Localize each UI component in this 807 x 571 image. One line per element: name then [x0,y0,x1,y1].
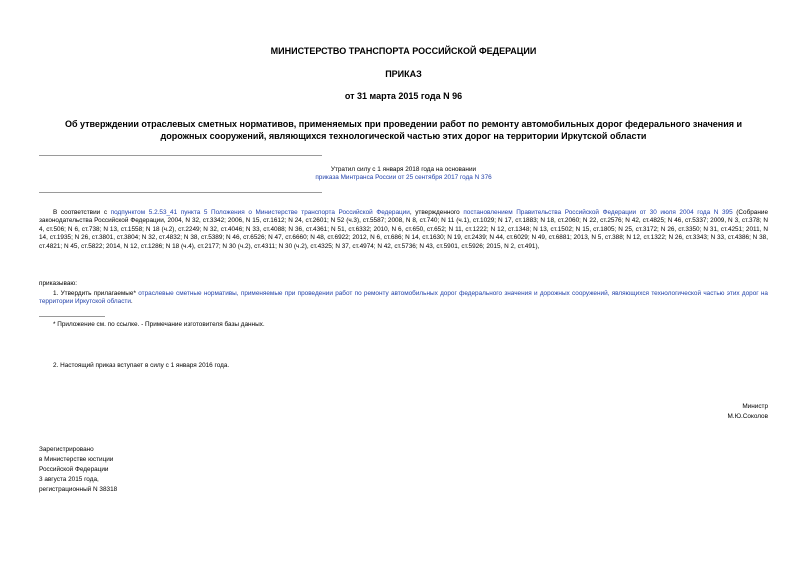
item-1-link[interactable]: отраслевые сметные нормативы, применяемые при проведении работ по ремонту автомобильных дорог федерального значения и дорожных сооружений, являющихся технологической частью этих дорог на территории Иркутской области [39,290,768,306]
ministry-heading: МИНИСТЕРСТВО ТРАНСПОРТА РОССИЙСКОЙ ФЕДЕРАЦИИ [270,46,537,56]
footnote: * Приложение см. по ссылке. - Примечание изготовителя базы данных. [53,321,265,328]
preamble-text-3: (Собрание законодательства Российской Федерации, 2004, N 32, ст.3342; 2006, N 15, ст.1612; N 24, ст.2601; N 52 (ч.3), ст.5587; 2008, N 8, ст.740; N 11 (ч.1), ст.1029; N 17, ст.1883; N 18, ст.2060; N 22, ст.2576; N 42, ст.4825; N 46, ст.5337; 2009, N 3, ст.378; N 4, ст.506; N 6, ст.738; N 13, ст.1558; N 18 (ч.2), ст.2249; N 32, ст.4046; N 33, ст.4088; N 36, ст.4361; N 51, ст.6332; 2010, N 6, ст.650, ст.652; N 11, ст.1222; N 12, ст.1348; N 13, ст.1502; N 15, ст.1805; N 25, ст.3172; N 26, ст.3350; N 31, ст.4251; 2011, N 14, ст.1935; N 26, ст.3801, ст.3804; N 32, ст.4832; N 38, ст.5389; N 46, ст.6526; N 47, ст.6660; N 48, ст.6922; 2012, N 6, ст.686; N 14, ст.1630; N 19, ст.2439; N 44, ст.6029; N 49, ст.6881; 2013, N 5, ст.388; N 12, ст.1322; N 26, ст.3343; N 33, ст.4386; N 38, ст.4821; N 45, ст.5822; 2014, N 12, ст.1286; N 18 (ч.4), ст.2177; N 30 (ч.2), ст.4311; N 30 (ч.2), ст.4325; N 37, ст.4974; N 42, ст.5736; N 43, ст.5901, ст.5926; 2015, N 2, ст.491), [39,209,768,250]
registration-line: Российской Федерации [39,466,109,473]
registration-line: Зарегистрировано [39,446,94,453]
signature-position: Министр [742,403,768,410]
item-1-end: . [130,298,133,306]
doc-title: Об утверждении отраслевых сметных нормативов, применяемых при проведении работ по ремонту автомобильных дорог федерального значения и дорожных сооружений, являющихся технологической частью этих дорог на территории Иркутской области [64,119,743,141]
preamble-text-2: , утвержденного [409,209,464,216]
doc-date-number: от 31 марта 2015 года N 96 [344,91,463,101]
preamble-text-1: В соответствии с [53,209,111,216]
doc-type-heading: ПРИКАЗ [385,69,422,79]
status-line: Утратил силу с 1 января 2018 года на основании [330,166,477,173]
divider-top [39,155,322,156]
item-1 [39,290,768,307]
footnote-divider [39,316,105,317]
item-1-text: 1. Утвердить прилагаемые* [53,290,139,297]
order-word: приказываю: [39,280,77,287]
registration-line: регистрационный N 38318 [39,486,118,493]
registration-line: 3 августа 2015 года, [39,476,99,483]
status-link[interactable]: приказа Минтранса России от 25 сентября 2017 года N 376 [315,174,492,182]
preamble-link-decree[interactable]: постановлением Правительства Российской Федерации от 30 июля 2004 года N 395 [463,209,733,216]
divider-bottom [39,192,322,193]
item-2: 2. Настоящий приказ вступает в силу с 1 января 2016 года. [53,362,230,369]
signature-block [600,402,768,422]
status-note [30,166,777,183]
preamble-paragraph [39,209,768,251]
preamble-link-regulation[interactable]: подпунктом 5.2.53_41 пункта 5 Положения о Министерстве транспорта Российской Федерации [110,209,410,216]
signature-name: М.Ю.Соколов [727,413,768,420]
registration-block [39,445,339,495]
registration-line: в Министерстве юстиции [39,456,114,463]
